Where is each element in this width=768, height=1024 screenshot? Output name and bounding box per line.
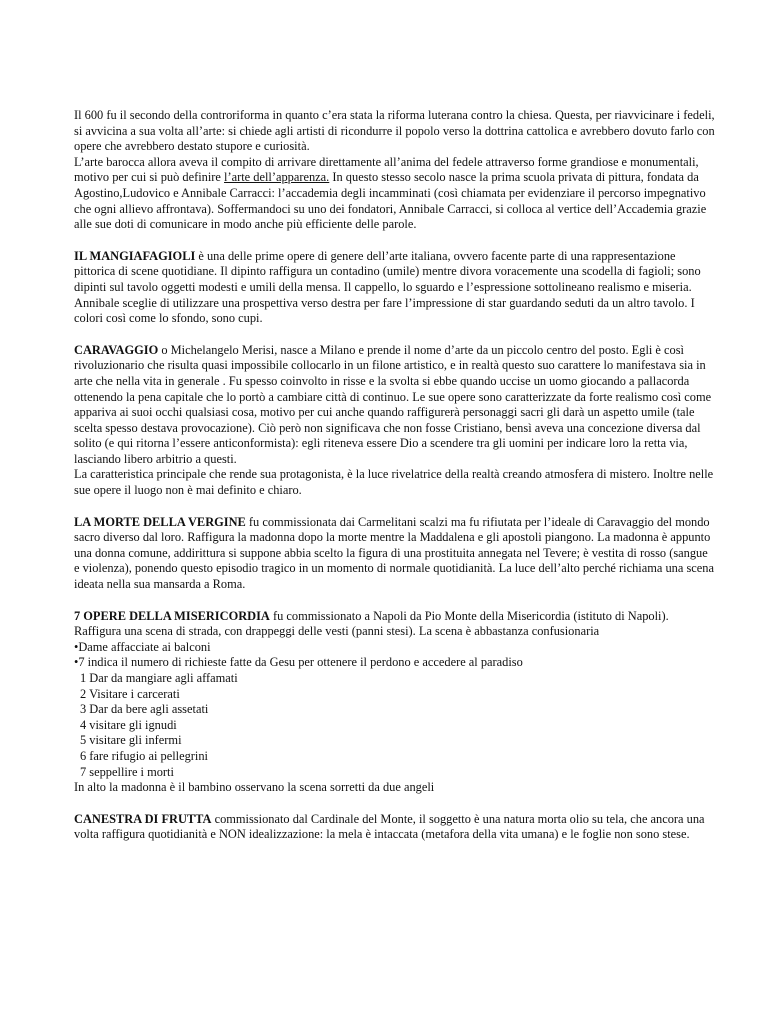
morte-vergine-text: fu commissionata dai Carmelitani scalzi ma fu rifiutata per l’ideale di Caravaggio del mondo sacro diverso dal loro. Raffigura la madonna dopo la morte mentre la Maddalena e gli apostoli piangono. La madonna è appunto una donna comune, addirittura si suppone abbia scelto la figura di una prostituita annegata nel Tevere; è vestita di rosso (sangue e violenza), ponendo questo episodio tragico in un momento di normale quotidianità. La luce dell’alto perché richiama una scena ideata nella sua mansarda a Roma. <box>74 514 714 592</box>
opere-misericordia-closing: In alto la madonna è il bambino osservano la scena sorretti da due angeli <box>74 780 435 795</box>
opere-misericordia-section <box>74 609 716 796</box>
canestra-heading: CANESTRA DI FRUTTA <box>74 811 212 826</box>
intro-section <box>74 108 716 233</box>
bullet-item: •Dame affacciate ai balconi <box>74 639 211 654</box>
morte-vergine-heading: LA MORTE DELLA VERGINE <box>74 514 246 529</box>
works-list-item: 3 Dar da bere agli assetati <box>80 702 209 717</box>
bullet-list <box>74 640 716 671</box>
works-list-item: 5 visitare gli infermi <box>80 733 182 748</box>
morte-vergine-section <box>74 515 716 593</box>
intro-paragraph-2-start: L’arte barocca allora aveva il compito di arrivare direttamente all’anima del fedele attraverso forme grandiose e monumentali, motivo per cui si può definire <box>74 154 699 185</box>
works-list <box>74 671 716 780</box>
works-list-item: 4 visitare gli ignudi <box>80 717 177 732</box>
bullet-item: •7 indica il numero di richieste fatte da Gesu per ottenere il perdono e accedere al paradiso <box>74 655 523 670</box>
mangiafagioli-text: è una delle prime opere di genere dell’arte italiana, ovvero facente parte di una rappresentazione pittorica di scene quotidiane. Il dipinto raffigura un contadino (umile) mentre divora voracemente una scodella di fagioli; sono dipinti sul tavolo oggetti modesti e umili della mensa. Il cappello, lo sguardo e l’espressione sottolineano realismo e miseria. Annibale sceglie di utilizzare una prospettiva verso destra per fare l’impressione di star guardando seduti da un altro tavolo. I colori così come lo sfondo, sono cupi. <box>74 248 701 326</box>
mangiafagioli-section <box>74 249 716 327</box>
works-list-item: 7 seppellire i morti <box>80 764 174 779</box>
canestra-text: commissionato dal Cardinale del Monte, il soggetto è una natura morta olio su tela, che ancora una volta raffigura quotidianità e NON idealizzazione: la mela è intaccata (metafora della vita umana) e le foglie non sono stese. <box>74 811 705 842</box>
underlined-term: l’arte dell’apparenza. <box>224 170 330 185</box>
caravaggio-heading: CARAVAGGIO <box>74 342 159 357</box>
intro-paragraph-1: Il 600 fu il secondo della controriforma in quanto c’era stata la riforma luterana contro la chiesa. Questa, per riavvicinare i fedeli, si avvicina a sua volta all’arte: si chiede agli artisti di ricondurre il popolo verso la dottrina cattolica e avrebbero dovuto farlo con opere che avrebbero destato stupore e curiosità. <box>74 108 715 154</box>
works-list-item: 1 Dar da mangiare agli affamati <box>80 671 238 685</box>
intro-paragraph-2-end: In questo stesso secolo nasce la prima scuola privata di pittura, fondata da Agostino,Ludovico e Annibale Carracci: l’accademia degli incamminati (così chiamata per evidenziare il percorso impegnativo che ogni allievo affrontava). Soffermandoci su uno dei fondatori, Annibale Carracci, si colloca al vertice dell’Accademia grazie alle sue doti di comunicare in modo anche più efficiente delle parole. <box>74 170 707 232</box>
caravaggio-section <box>74 343 716 499</box>
canestra-paragraph <box>74 812 716 843</box>
opere-misericordia-paragraph <box>74 609 716 640</box>
caravaggio-text: o Michelangelo Merisi, nasce a Milano e prende il nome d’arte da un piccolo centro del posto. Egli è così rivoluzionario che risulta quasi impossibile collocarlo in un filone artistico, e in realtà questo suo carattere lo manifestava sia in arte che nella vita in generale . Fu spesso coinvolto in risse e la svolta si ebbe quando uccise un uomo giocando a pallacorda ottenendo la pena capitale che lo portò a cambiare città di continuo. Le sue opere sono caratterizzate da forte realismo così come appariva ai suoi occhi qualsiasi cosa, motivo per cui anche quando raffigurerà personaggi sacri gli darà un aspetto umile (tale scelta spesso destava provocazione). Ciò però non significava che non fosse Cristiano, bensì aveva una concezione diversa dal solito (e qui ritorna l’essere anticonformista): egli riteneva essere Dio a scendere tra gli uomini per indicare loro la retta via, lasciando libero arbitrio a questi. <box>74 342 712 466</box>
intro-paragraph-2 <box>74 155 716 233</box>
mangiafagioli-paragraph <box>74 249 716 327</box>
works-list-item: 6 fare rifugio ai pellegrini <box>80 748 208 763</box>
caravaggio-paragraph <box>74 343 716 468</box>
caravaggio-paragraph-2: La caratteristica principale che rende sua protagonista, è la luce rivelatrice della realtà creando atmosfera di mistero. Inoltre nelle sue opere il luogo non è mai definito e chiaro. <box>74 467 714 498</box>
works-list-item: 2 Visitare i carcerati <box>80 686 180 701</box>
opere-misericordia-heading: 7 OPERE DELLA MISERICORDIA <box>74 608 270 623</box>
morte-vergine-paragraph <box>74 515 716 593</box>
mangiafagioli-heading: IL MANGIAFAGIOLI <box>74 248 196 263</box>
canestra-section <box>74 812 716 843</box>
opere-misericordia-text: fu commissionato a Napoli da Pio Monte della Misericordia (istituto di Napoli). Raffigura una scena di strada, con drappeggi delle vesti (panni stesi). La scena è abbastanza confusionaria <box>74 608 669 639</box>
